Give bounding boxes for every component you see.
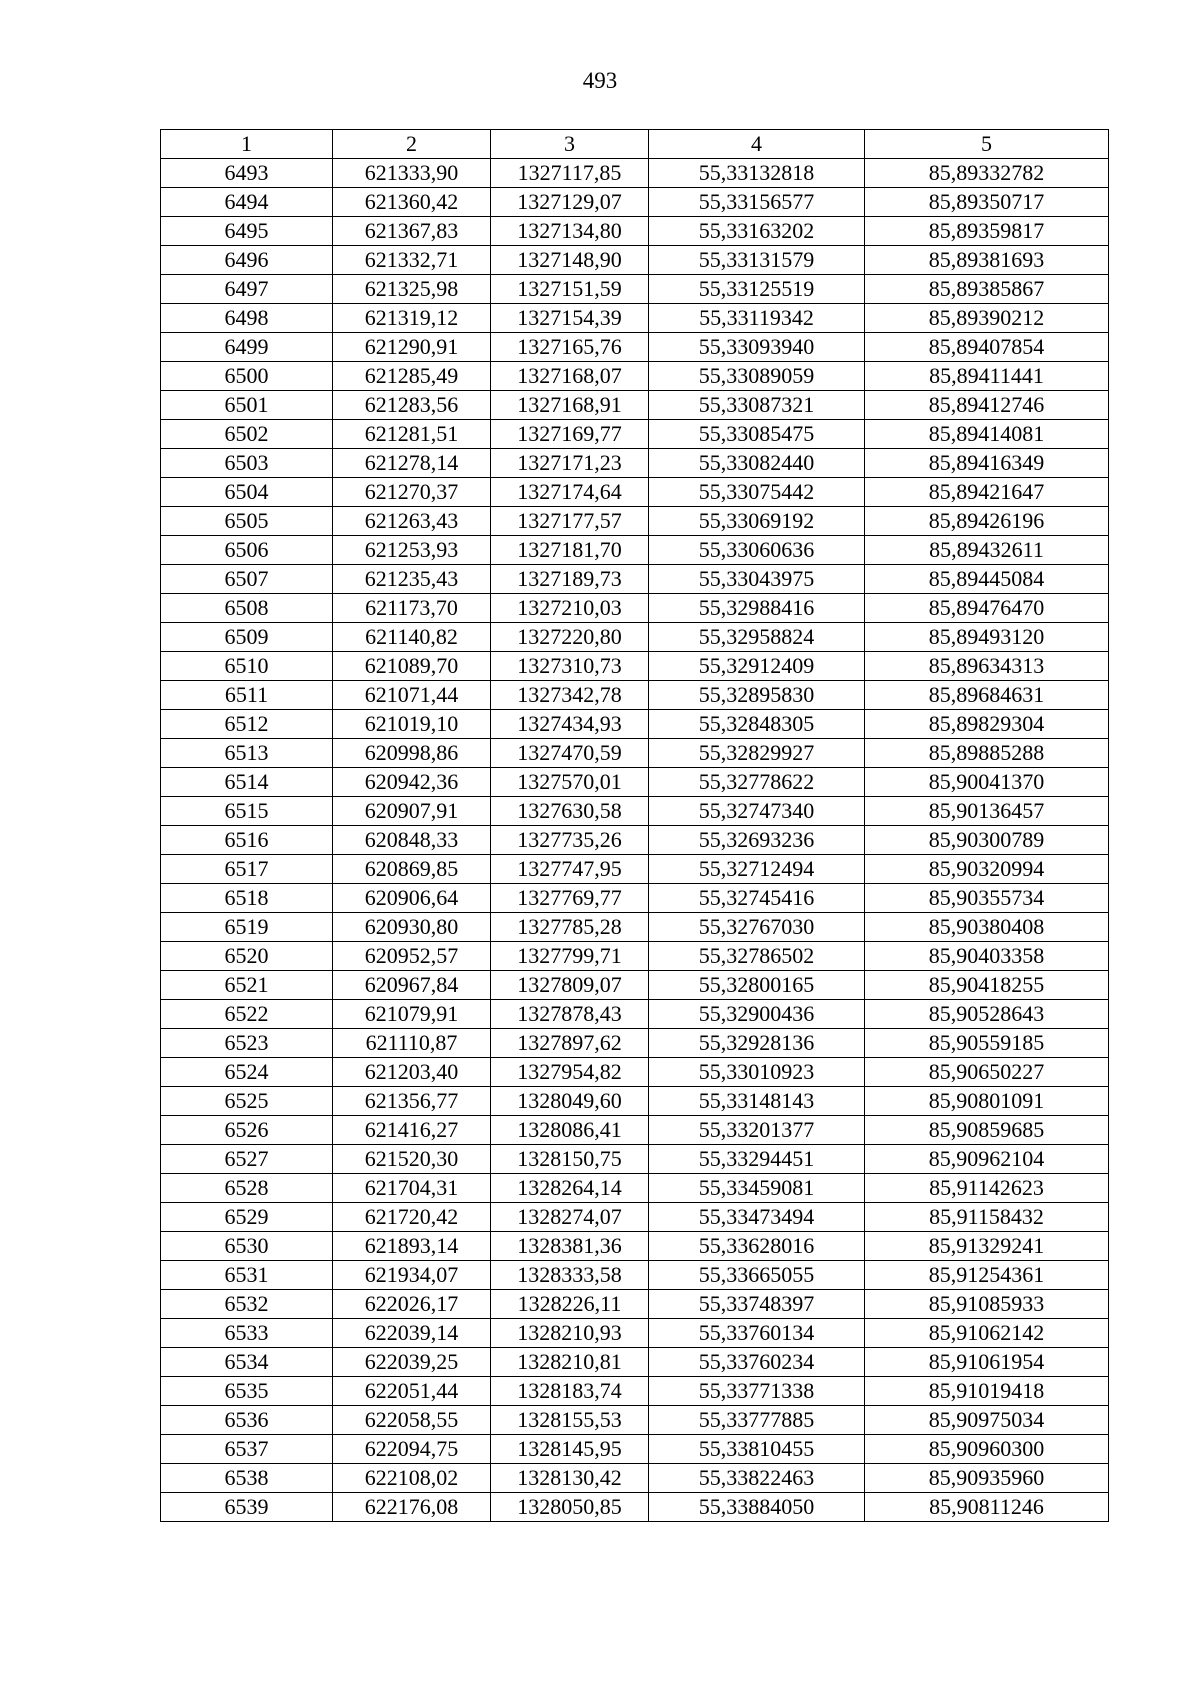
table-cell-col-3: 1327134,80: [491, 217, 649, 246]
table-cell-col-2: 622094,75: [333, 1435, 491, 1464]
table-cell-col-2: 621520,30: [333, 1145, 491, 1174]
table-cell-col-2: 620952,57: [333, 942, 491, 971]
table-cell-col-2: 621934,07: [333, 1261, 491, 1290]
table-cell-col-2: 621356,77: [333, 1087, 491, 1116]
table-cell-col-1: 6531: [161, 1261, 333, 1290]
table-cell-col-5: 85,90960300: [865, 1435, 1109, 1464]
table-cell-col-5: 85,91062142: [865, 1319, 1109, 1348]
table-cell-col-5: 85,89432611: [865, 536, 1109, 565]
table-cell-col-4: 55,33810455: [649, 1435, 865, 1464]
table-cell-col-1: 6525: [161, 1087, 333, 1116]
table-cell-col-5: 85,90559185: [865, 1029, 1109, 1058]
table-cell-col-1: 6495: [161, 217, 333, 246]
table-row: [161, 1116, 1109, 1145]
table-row: [161, 1493, 1109, 1522]
table-cell-col-5: 85,89412746: [865, 391, 1109, 420]
table-cell-col-3: 1328086,41: [491, 1116, 649, 1145]
table-cell-col-2: 621173,70: [333, 594, 491, 623]
table-row: [161, 1261, 1109, 1290]
table-cell-col-1: 6528: [161, 1174, 333, 1203]
table-cell-col-3: 1328274,07: [491, 1203, 649, 1232]
table-cell-col-1: 6496: [161, 246, 333, 275]
table-cell-col-3: 1327148,90: [491, 246, 649, 275]
table-row: [161, 768, 1109, 797]
table-row: [161, 449, 1109, 478]
table-cell-col-1: 6535: [161, 1377, 333, 1406]
table-cell-col-2: 621110,87: [333, 1029, 491, 1058]
table-cell-col-5: 85,89684631: [865, 681, 1109, 710]
table-cell-col-2: 622058,55: [333, 1406, 491, 1435]
table-cell-col-5: 85,90403358: [865, 942, 1109, 971]
table-cell-col-5: 85,90801091: [865, 1087, 1109, 1116]
table-row: [161, 1464, 1109, 1493]
table-cell-col-1: 6506: [161, 536, 333, 565]
page-number: 493: [582, 68, 618, 93]
table-cell-col-1: 6504: [161, 478, 333, 507]
table-cell-col-4: 55,32712494: [649, 855, 865, 884]
table-cell-col-1: 6512: [161, 710, 333, 739]
table-cell-col-4: 55,33822463: [649, 1464, 865, 1493]
column-header-4: 4: [649, 130, 865, 159]
table-row: [161, 826, 1109, 855]
table-cell-col-5: 85,91329241: [865, 1232, 1109, 1261]
table-cell-col-4: 55,32895830: [649, 681, 865, 710]
table-cell-col-2: 621720,42: [333, 1203, 491, 1232]
table-cell-col-3: 1327171,23: [491, 449, 649, 478]
table-cell-col-5: 85,90528643: [865, 1000, 1109, 1029]
table-cell-col-1: 6524: [161, 1058, 333, 1087]
table-cell-col-4: 55,32745416: [649, 884, 865, 913]
table-cell-col-3: 1327151,59: [491, 275, 649, 304]
table-cell-col-1: 6493: [161, 159, 333, 188]
table-cell-col-5: 85,90811246: [865, 1493, 1109, 1522]
table-cell-col-4: 55,32912409: [649, 652, 865, 681]
table-cell-col-2: 621360,42: [333, 188, 491, 217]
table-cell-col-5: 85,90380408: [865, 913, 1109, 942]
table-row: [161, 275, 1109, 304]
table-cell-col-4: 55,33201377: [649, 1116, 865, 1145]
table-cell-col-4: 55,33125519: [649, 275, 865, 304]
table-cell-col-1: 6530: [161, 1232, 333, 1261]
table-cell-col-5: 85,89350717: [865, 188, 1109, 217]
table-cell-col-4: 55,33884050: [649, 1493, 865, 1522]
table-row: [161, 1145, 1109, 1174]
table-cell-col-5: 85,91254361: [865, 1261, 1109, 1290]
table-cell-col-2: 621333,90: [333, 159, 491, 188]
table-cell-col-5: 85,91158432: [865, 1203, 1109, 1232]
table-cell-col-4: 55,33060636: [649, 536, 865, 565]
column-header-2: 2: [333, 130, 491, 159]
table-cell-col-5: 85,89885288: [865, 739, 1109, 768]
table-cell-col-1: 6526: [161, 1116, 333, 1145]
table-cell-col-1: 6505: [161, 507, 333, 536]
table-cell-col-2: 621089,70: [333, 652, 491, 681]
table-cell-col-4: 55,32928136: [649, 1029, 865, 1058]
table-cell-col-3: 1327470,59: [491, 739, 649, 768]
table-cell-col-1: 6520: [161, 942, 333, 971]
table-cell-col-4: 55,32958824: [649, 623, 865, 652]
column-header-5: 5: [865, 130, 1109, 159]
table-cell-col-5: 85,90650227: [865, 1058, 1109, 1087]
table-cell-col-1: 6511: [161, 681, 333, 710]
table-cell-col-1: 6538: [161, 1464, 333, 1493]
table-cell-col-4: 55,33082440: [649, 449, 865, 478]
table-row: [161, 971, 1109, 1000]
table-cell-col-1: 6537: [161, 1435, 333, 1464]
table-cell-col-4: 55,32747340: [649, 797, 865, 826]
table-cell-col-2: 620942,36: [333, 768, 491, 797]
table-cell-col-4: 55,33131579: [649, 246, 865, 275]
table-cell-col-1: 6516: [161, 826, 333, 855]
table-cell-col-1: 6518: [161, 884, 333, 913]
table-cell-col-1: 6500: [161, 362, 333, 391]
table-cell-col-5: 85,89407854: [865, 333, 1109, 362]
table-cell-col-4: 55,33087321: [649, 391, 865, 420]
table-cell-col-1: 6497: [161, 275, 333, 304]
table-cell-col-2: 620930,80: [333, 913, 491, 942]
table-row: [161, 797, 1109, 826]
table-cell-col-3: 1327799,71: [491, 942, 649, 971]
table-cell-col-4: 55,32848305: [649, 710, 865, 739]
table-cell-col-4: 55,33156577: [649, 188, 865, 217]
table-cell-col-5: 85,90859685: [865, 1116, 1109, 1145]
table-cell-col-4: 55,33085475: [649, 420, 865, 449]
table-cell-col-2: 621079,91: [333, 1000, 491, 1029]
table-cell-col-3: 1328049,60: [491, 1087, 649, 1116]
table-cell-col-5: 85,89426196: [865, 507, 1109, 536]
table-cell-col-1: 6532: [161, 1290, 333, 1319]
table-cell-col-5: 85,90418255: [865, 971, 1109, 1000]
table-cell-col-4: 55,32767030: [649, 913, 865, 942]
table-cell-col-1: 6509: [161, 623, 333, 652]
table-row: [161, 913, 1109, 942]
table-cell-col-4: 55,33777885: [649, 1406, 865, 1435]
table-cell-col-4: 55,33473494: [649, 1203, 865, 1232]
table-cell-col-4: 55,33132818: [649, 159, 865, 188]
table-cell-col-1: 6499: [161, 333, 333, 362]
table-cell-col-2: 621319,12: [333, 304, 491, 333]
table-cell-col-5: 85,91085933: [865, 1290, 1109, 1319]
table-cell-col-1: 6507: [161, 565, 333, 594]
table-cell-col-5: 85,90355734: [865, 884, 1109, 913]
table-cell-col-3: 1327129,07: [491, 188, 649, 217]
table-cell-col-3: 1327735,26: [491, 826, 649, 855]
table-cell-col-4: 55,33760134: [649, 1319, 865, 1348]
table-cell-col-1: 6514: [161, 768, 333, 797]
table-cell-col-5: 85,89385867: [865, 275, 1109, 304]
table-cell-col-1: 6539: [161, 1493, 333, 1522]
table-cell-col-5: 85,90136457: [865, 797, 1109, 826]
table-row: [161, 1174, 1109, 1203]
table-cell-col-1: 6522: [161, 1000, 333, 1029]
table-cell-col-2: 621332,71: [333, 246, 491, 275]
table-cell-col-3: 1328145,95: [491, 1435, 649, 1464]
table-row: [161, 217, 1109, 246]
table-row: [161, 739, 1109, 768]
table-cell-col-2: 621367,83: [333, 217, 491, 246]
table-cell-col-3: 1327168,07: [491, 362, 649, 391]
table-cell-col-4: 55,32800165: [649, 971, 865, 1000]
table-cell-col-3: 1327220,80: [491, 623, 649, 652]
table-cell-col-3: 1327181,70: [491, 536, 649, 565]
table-row: [161, 478, 1109, 507]
table-cell-col-2: 621235,43: [333, 565, 491, 594]
table-cell-col-5: 85,89476470: [865, 594, 1109, 623]
table-cell-col-3: 1327117,85: [491, 159, 649, 188]
table-cell-col-3: 1327878,43: [491, 1000, 649, 1029]
table-cell-col-1: 6501: [161, 391, 333, 420]
table-row: [161, 1232, 1109, 1261]
table-cell-col-3: 1328210,81: [491, 1348, 649, 1377]
table-cell-col-3: 1327897,62: [491, 1029, 649, 1058]
table-cell-col-3: 1327169,77: [491, 420, 649, 449]
table-cell-col-3: 1328155,53: [491, 1406, 649, 1435]
table-cell-col-4: 55,32829927: [649, 739, 865, 768]
table-cell-col-1: 6515: [161, 797, 333, 826]
table-cell-col-2: 621263,43: [333, 507, 491, 536]
table-cell-col-2: 621071,44: [333, 681, 491, 710]
table-cell-col-2: 621253,93: [333, 536, 491, 565]
table-cell-col-1: 6519: [161, 913, 333, 942]
table-cell-col-2: 621203,40: [333, 1058, 491, 1087]
table-cell-col-1: 6498: [161, 304, 333, 333]
table-cell-col-2: 621283,56: [333, 391, 491, 420]
table-cell-col-3: 1328264,14: [491, 1174, 649, 1203]
table-row: [161, 1058, 1109, 1087]
table-row: [161, 1203, 1109, 1232]
table-cell-col-3: 1328050,85: [491, 1493, 649, 1522]
table-cell-col-5: 85,89416349: [865, 449, 1109, 478]
table-row: [161, 362, 1109, 391]
table-cell-col-2: 621704,31: [333, 1174, 491, 1203]
table-cell-col-5: 85,89381693: [865, 246, 1109, 275]
table-cell-col-3: 1327769,77: [491, 884, 649, 913]
table-cell-col-5: 85,89445084: [865, 565, 1109, 594]
table-cell-col-2: 620848,33: [333, 826, 491, 855]
table-cell-col-2: 621285,49: [333, 362, 491, 391]
table-cell-col-5: 85,90041370: [865, 768, 1109, 797]
table-cell-col-3: 1327174,64: [491, 478, 649, 507]
table-cell-col-2: 622051,44: [333, 1377, 491, 1406]
header-row: [161, 130, 1109, 159]
table-cell-col-3: 1327785,28: [491, 913, 649, 942]
table-row: [161, 710, 1109, 739]
table-cell-col-2: 621270,37: [333, 478, 491, 507]
table-row: [161, 855, 1109, 884]
table-row: [161, 623, 1109, 652]
table-cell-col-4: 55,33089059: [649, 362, 865, 391]
table-cell-col-3: 1327189,73: [491, 565, 649, 594]
table-cell-col-4: 55,33010923: [649, 1058, 865, 1087]
table-cell-col-4: 55,33294451: [649, 1145, 865, 1174]
table-row: [161, 304, 1109, 333]
table-cell-col-3: 1327168,91: [491, 391, 649, 420]
table-cell-col-1: 6533: [161, 1319, 333, 1348]
table-cell-col-3: 1327154,39: [491, 304, 649, 333]
table-cell-col-3: 1327630,58: [491, 797, 649, 826]
table-row: [161, 333, 1109, 362]
table-cell-col-5: 85,90975034: [865, 1406, 1109, 1435]
table-cell-col-5: 85,89414081: [865, 420, 1109, 449]
table-cell-col-1: 6510: [161, 652, 333, 681]
table-cell-col-5: 85,89332782: [865, 159, 1109, 188]
table-row: [161, 1406, 1109, 1435]
table-cell-col-4: 55,33119342: [649, 304, 865, 333]
table-cell-col-3: 1327434,93: [491, 710, 649, 739]
table-cell-col-4: 55,32786502: [649, 942, 865, 971]
table-cell-col-2: 620998,86: [333, 739, 491, 768]
table-row: [161, 652, 1109, 681]
table-cell-col-2: 622108,02: [333, 1464, 491, 1493]
table-cell-col-4: 55,33459081: [649, 1174, 865, 1203]
table-cell-col-3: 1327165,76: [491, 333, 649, 362]
table-cell-col-5: 85,89359817: [865, 217, 1109, 246]
table-cell-col-5: 85,90320994: [865, 855, 1109, 884]
table-row: [161, 420, 1109, 449]
table-cell-col-3: 1328130,42: [491, 1464, 649, 1493]
table-cell-col-4: 55,32988416: [649, 594, 865, 623]
table-row: [161, 536, 1109, 565]
table-cell-col-2: 622039,14: [333, 1319, 491, 1348]
table-cell-col-3: 1328333,58: [491, 1261, 649, 1290]
table-cell-col-5: 85,89421647: [865, 478, 1109, 507]
table-cell-col-1: 6502: [161, 420, 333, 449]
table-cell-col-5: 85,90300789: [865, 826, 1109, 855]
table-cell-col-4: 55,33093940: [649, 333, 865, 362]
table-cell-col-5: 85,90935960: [865, 1464, 1109, 1493]
table-row: [161, 1319, 1109, 1348]
table-cell-col-1: 6536: [161, 1406, 333, 1435]
column-header-3: 3: [491, 130, 649, 159]
table-row: [161, 884, 1109, 913]
table-cell-col-5: 85,89411441: [865, 362, 1109, 391]
table-cell-col-5: 85,89634313: [865, 652, 1109, 681]
table-cell-col-1: 6494: [161, 188, 333, 217]
table-row: [161, 246, 1109, 275]
table-row: [161, 1000, 1109, 1029]
table-cell-col-1: 6521: [161, 971, 333, 1000]
table-cell-col-5: 85,91142623: [865, 1174, 1109, 1203]
table-cell-col-1: 6513: [161, 739, 333, 768]
table-row: [161, 1290, 1109, 1319]
table-cell-col-1: 6503: [161, 449, 333, 478]
table-cell-col-4: 55,33760234: [649, 1348, 865, 1377]
table-row: [161, 1435, 1109, 1464]
table-cell-col-3: 1328183,74: [491, 1377, 649, 1406]
table-cell-col-5: 85,89390212: [865, 304, 1109, 333]
table-cell-col-4: 55,32778622: [649, 768, 865, 797]
table-cell-col-5: 85,90962104: [865, 1145, 1109, 1174]
table-cell-col-3: 1328150,75: [491, 1145, 649, 1174]
table-cell-col-4: 55,33665055: [649, 1261, 865, 1290]
table-cell-col-3: 1327809,07: [491, 971, 649, 1000]
table-cell-col-1: 6527: [161, 1145, 333, 1174]
table-cell-col-2: 621140,82: [333, 623, 491, 652]
table-cell-col-2: 621278,14: [333, 449, 491, 478]
table-cell-col-4: 55,33628016: [649, 1232, 865, 1261]
table-cell-col-2: 622026,17: [333, 1290, 491, 1319]
table-cell-col-1: 6529: [161, 1203, 333, 1232]
table-row: [161, 1029, 1109, 1058]
table-cell-col-3: 1328381,36: [491, 1232, 649, 1261]
table-row: [161, 188, 1109, 217]
table-cell-col-4: 55,33069192: [649, 507, 865, 536]
table-cell-col-4: 55,32900436: [649, 1000, 865, 1029]
table-cell-col-3: 1327747,95: [491, 855, 649, 884]
table-row: [161, 507, 1109, 536]
table-cell-col-4: 55,33771338: [649, 1377, 865, 1406]
table-row: [161, 942, 1109, 971]
table-header: [161, 130, 1109, 159]
table-cell-col-4: 55,33043975: [649, 565, 865, 594]
table-body: [161, 159, 1109, 1522]
table-cell-col-2: 621290,91: [333, 333, 491, 362]
table-cell-col-4: 55,33075442: [649, 478, 865, 507]
table-cell-col-5: 85,91019418: [865, 1377, 1109, 1406]
table-cell-col-3: 1327954,82: [491, 1058, 649, 1087]
table-cell-col-1: 6517: [161, 855, 333, 884]
table-cell-col-1: 6508: [161, 594, 333, 623]
table-row: [161, 1348, 1109, 1377]
table-row: [161, 565, 1109, 594]
table-cell-col-2: 620967,84: [333, 971, 491, 1000]
table-cell-col-3: 1328226,11: [491, 1290, 649, 1319]
table-row: [161, 1377, 1109, 1406]
table-cell-col-4: 55,32693236: [649, 826, 865, 855]
table-cell-col-2: 621019,10: [333, 710, 491, 739]
table-cell-col-2: 622039,25: [333, 1348, 491, 1377]
table-cell-col-2: 621416,27: [333, 1116, 491, 1145]
table-cell-col-2: 621281,51: [333, 420, 491, 449]
table-cell-col-3: 1327177,57: [491, 507, 649, 536]
table-row: [161, 594, 1109, 623]
table-cell-col-5: 85,91061954: [865, 1348, 1109, 1377]
table-cell-col-4: 55,33148143: [649, 1087, 865, 1116]
table-row: [161, 1087, 1109, 1116]
table-row: [161, 681, 1109, 710]
table-cell-col-3: 1328210,93: [491, 1319, 649, 1348]
table-cell-col-3: 1327570,01: [491, 768, 649, 797]
table-cell-col-3: 1327310,73: [491, 652, 649, 681]
table-cell-col-4: 55,33163202: [649, 217, 865, 246]
table-cell-col-5: 85,89493120: [865, 623, 1109, 652]
coordinates-table: [160, 129, 1109, 1522]
column-header-1: 1: [161, 130, 333, 159]
table-cell-col-3: 1327342,78: [491, 681, 649, 710]
table-cell-col-2: 621325,98: [333, 275, 491, 304]
table-cell-col-3: 1327210,03: [491, 594, 649, 623]
table-cell-col-2: 620869,85: [333, 855, 491, 884]
table-cell-col-2: 621893,14: [333, 1232, 491, 1261]
table-cell-col-5: 85,89829304: [865, 710, 1109, 739]
table-cell-col-2: 622176,08: [333, 1493, 491, 1522]
table-row: [161, 159, 1109, 188]
table-cell-col-2: 620907,91: [333, 797, 491, 826]
table-row: [161, 391, 1109, 420]
table-cell-col-1: 6523: [161, 1029, 333, 1058]
table-cell-col-1: 6534: [161, 1348, 333, 1377]
table-cell-col-4: 55,33748397: [649, 1290, 865, 1319]
table-cell-col-2: 620906,64: [333, 884, 491, 913]
